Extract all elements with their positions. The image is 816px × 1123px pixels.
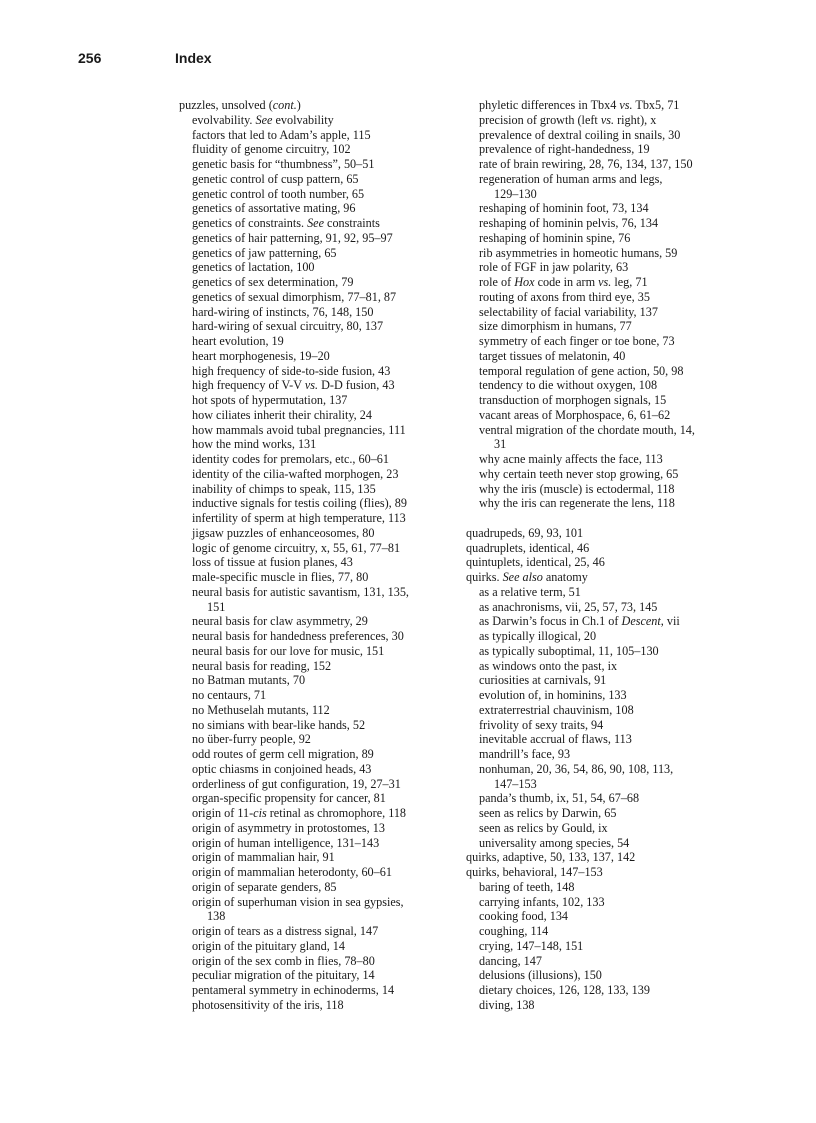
index-subentry [179,924,459,939]
entry-text: genetic control of cusp pattern, 65 [192,171,359,186]
entry-text: 151 [207,599,226,614]
entry-text: quintuplets, identical, 25, 46 [466,555,605,570]
index-subentry [466,614,756,629]
index-subentry [179,423,459,438]
entry-text: regeneration of human arms and legs, [479,171,663,186]
index-subentry [466,629,756,644]
index-subentry [179,644,459,659]
index-subentry [179,688,459,703]
index-subentry [466,924,756,939]
entry-text: origin of separate genders, 85 [192,879,337,894]
index-subentry [179,378,459,393]
index-subentry [466,688,756,703]
index-subentry [179,113,459,128]
index-subentry [179,939,459,954]
index-main-entry [179,98,459,113]
entry-text: quadruplets, identical, 46 [466,540,590,555]
entry-text: crying, 147–148, 151 [479,938,584,953]
entry-text: logic of genome circuitry, x, 55, 61, 77–81 [192,540,401,555]
entry-text: ventral migration of the chordate mouth, 14, [479,422,695,437]
entry-text: how the mind works, 131 [192,437,317,452]
index-subentry [466,142,756,157]
index-subentry [466,718,756,733]
entry-text: quirks. [466,570,503,584]
index-subentry [179,659,459,674]
entry-text: factors that led to Adam’s apple, 115 [192,127,371,142]
entry-text: peculiar migration of the pituitary, 14 [192,968,375,983]
index-subentry [179,762,459,777]
index-subentry [466,659,756,674]
index-column-right [466,98,756,1013]
entry-text: ) [296,98,301,112]
entry-text: genetics of jaw patterning, 65 [192,245,337,260]
entry-text: no über-furry people, 92 [192,732,311,747]
entry-text: seen as relics by Gould, ix [479,820,608,835]
entry-text: reshaping of hominin foot, 73, 134 [479,201,649,216]
index-subentry [179,703,459,718]
index-subentry [179,128,459,143]
index-subentry [179,157,459,172]
entry-text: phyletic differences in Tbx4 [479,98,620,112]
index-subentry [179,408,459,423]
entry-text: Tbx5, 71 [632,98,680,112]
index-entry-continuation [179,909,459,924]
index-subentry [466,216,756,231]
index-subentry [466,113,756,128]
index-main-entry [466,850,756,865]
entry-text: origin of asymmetry in protostomes, 13 [192,820,385,835]
index-subentry [179,275,459,290]
entry-text: no centaurs, 71 [192,688,267,702]
entry-text: D-D fusion, 43 [318,378,395,393]
index-main-entry [466,526,756,541]
italic-text: vs. [619,98,633,112]
entry-text: high frequency of side-to-side fusion, 43 [192,363,391,378]
entry-text: as Darwin’s focus in Ch.1 of [479,614,622,629]
index-subentry [466,968,756,983]
index-subentry [179,526,459,541]
index-subentry [179,998,459,1013]
entry-text: origin of 11- [192,806,254,820]
entry-text: origin of superhuman vision in sea gypsies, [192,894,404,909]
entry-text: how mammals avoid tubal pregnancies, 111 [192,422,406,437]
italic-text: Hox [514,275,535,289]
index-subentry [466,673,756,688]
entry-text: as typically illogical, 20 [479,629,597,643]
entry-text: routing of axons from third eye, 35 [479,289,650,304]
entry-text: neural basis for our love for music, 151 [192,643,385,658]
index-subentry [179,305,459,320]
entry-text: inductive signals for testis coiling (flies), 89 [192,496,407,511]
entry-text: panda’s thumb, ix, 51, 54, 67–68 [479,791,640,806]
index-subentry [179,290,459,305]
entry-text: neural basis for autistic savantism, 131, 135, [192,584,409,599]
index-subentry [466,806,756,821]
entry-text: identity codes for premolars, etc., 60–61 [192,452,389,466]
entry-text: why the iris (muscle) is ectodermal, 118 [479,481,675,496]
italic-text: See also [502,570,543,584]
index-subentry [466,600,756,615]
index-subentry [466,378,756,393]
entry-text: origin of mammalian hair, 91 [192,850,335,865]
entry-text: origin of the pituitary gland, 14 [192,938,345,953]
index-subentry [466,747,756,762]
index-subentry [179,437,459,452]
entry-text: , vii [660,614,680,629]
entry-text: inability of chimps to speak, 115, 135 [192,481,376,496]
entry-text: temporal regulation of gene action, 50, 98 [479,363,684,378]
entry-text: constraints [324,216,380,230]
entry-text: evolvability [272,112,334,127]
index-subentry [466,172,756,187]
entry-text: precision of growth (left [479,112,601,127]
entry-text: 129–130 [494,186,537,201]
entry-text: reshaping of hominin spine, 76 [479,230,631,245]
index-subentry [466,836,756,851]
entry-text: rib asymmetries in homeotic humans, 59 [479,245,678,260]
italic-text: Descent [621,614,661,629]
entry-text: genetic basis for “thumbness”, 50–51 [192,157,375,171]
page-number: 256 [78,50,102,66]
index-subentry [179,467,459,482]
italic-text: cont. [272,98,297,112]
index-subentry [466,290,756,305]
index-subentry [179,201,459,216]
entry-text: as windows onto the past, ix [479,658,618,673]
index-subentry [466,762,756,777]
entry-text: right), x [614,112,657,127]
index-subentry [466,895,756,910]
entry-text: symmetry of each finger or toe bone, 73 [479,334,675,348]
index-subentry [466,98,756,113]
entry-text: odd routes of germ cell migration, 89 [192,747,374,761]
entry-text: role of [479,275,515,289]
index-subentry [179,983,459,998]
index-subentry [179,614,459,629]
index-subentry [466,983,756,998]
entry-text: genetics of sex determination, 79 [192,275,354,289]
entry-text: pentameral symmetry in echinoderms, 14 [192,983,395,997]
index-subentry [466,732,756,747]
index-entry-continuation [179,600,459,615]
entry-text: retinal as chromophore, 118 [266,806,407,820]
entry-text: as a relative term, 51 [479,584,581,599]
index-subentry [466,998,756,1013]
index-subentry [466,201,756,216]
entry-text: genetics of sexual dimorphism, 77–81, 87 [192,289,397,304]
entry-text: no simians with bear-like hands, 52 [192,717,366,732]
index-entry-continuation [466,777,756,792]
index-subentry [179,187,459,202]
entry-text: orderliness of gut configuration, 19, 27–31 [192,776,401,791]
index-subentry [179,260,459,275]
index-subentry [466,452,756,467]
entry-text: 31 [494,437,507,452]
index-subentry [179,172,459,187]
index-subentry [466,231,756,246]
entry-text: role of FGF in jaw polarity, 63 [479,260,629,275]
index-subentry [466,305,756,320]
entry-text: cooking food, 134 [479,909,569,924]
entry-text: optic chiasms in conjoined heads, 43 [192,761,372,776]
entry-text: prevalence of right-handedness, 19 [479,142,650,157]
index-subentry [466,703,756,718]
entry-text: transduction of morphogen signals, 15 [479,393,667,407]
entry-text: evolvability. [192,112,256,127]
entry-text: prevalence of dextral coiling in snails, 30 [479,127,681,142]
index-subentry [466,349,756,364]
index-subentry [179,791,459,806]
index-subentry [466,393,756,408]
entry-text: quadrupeds, 69, 93, 101 [466,525,584,540]
entry-text: mandrill’s face, 93 [479,747,571,761]
index-subentry [179,511,459,526]
italic-text: vs. [304,378,319,393]
index-subentry [179,349,459,364]
entry-text: hard-wiring of instincts, 76, 148, 150 [192,304,374,319]
index-subentry [179,246,459,261]
entry-text: how ciliates inherit their chirality, 24 [192,407,372,422]
entry-text: genetics of assortative mating, 96 [192,201,356,216]
entry-text: jigsaw puzzles of enhanceosomes, 80 [192,525,375,540]
entry-text: origin of the sex comb in flies, 78–80 [192,953,375,968]
index-subentry [179,452,459,467]
entry-text: identity of the cilia-wafted morphogen, 23 [192,466,399,481]
entry-text: vacant areas of Morphospace, 6, 61–62 [479,407,671,422]
index-subentry [179,541,459,556]
index-entry-continuation [466,187,756,202]
index-entry-continuation [466,437,756,452]
entry-text: origin of tears as a distress signal, 147 [192,924,379,938]
entry-text: extraterrestrial chauvinism, 108 [479,702,634,717]
entry-text: neural basis for claw asymmetry, 29 [192,614,368,629]
index-subentry [466,909,756,924]
index-column-left [179,98,459,1013]
index-subentry [179,216,459,231]
index-subentry [179,880,459,895]
italic-text: cis [253,806,267,820]
italic-text: See [307,216,324,230]
index-subentry [466,644,756,659]
entry-text: infertility of sperm at high temperature, 113 [192,511,406,525]
index-subentry [179,865,459,880]
entry-text: genetics of lactation, 100 [192,260,315,275]
index-subentry [179,482,459,497]
entry-text: no Batman mutants, 70 [192,673,306,688]
entry-text: size dimorphism in humans, 77 [479,319,632,334]
index-subentry [466,128,756,143]
entry-text: evolution of, in hominins, 133 [479,688,627,702]
entry-text: curiosities at carnivals, 91 [479,673,607,688]
entry-text: why acne mainly affects the face, 113 [479,452,663,466]
entry-text: hard-wiring of sexual circuitry, 80, 137 [192,319,384,334]
entry-text: male-specific muscle in flies, 77, 80 [192,570,369,584]
index-subentry [466,880,756,895]
entry-text: puzzles, unsolved ( [179,98,273,112]
index-subentry [179,968,459,983]
index-main-entry [466,570,756,585]
index-subentry [179,319,459,334]
index-main-entry [466,541,756,556]
index-subentry [466,585,756,600]
index-subentry [179,806,459,821]
entry-text: code in arm [534,275,599,289]
entry-text: loss of tissue at fusion planes, 43 [192,555,353,570]
entry-text: baring of teeth, 148 [479,879,575,894]
italic-text: vs. [600,112,615,127]
index-subentry [466,954,756,969]
index-subentry [466,467,756,482]
index-subentry [466,496,756,511]
index-subentry [179,231,459,246]
index-subentry [466,408,756,423]
entry-text: carrying infants, 102, 133 [479,894,605,909]
entry-text: quirks, behavioral, 147–153 [466,865,603,879]
entry-text: as typically suboptimal, 11, 105–130 [479,643,659,658]
index-subentry [179,895,459,910]
index-subentry [466,319,756,334]
index-subentry [466,821,756,836]
index-subentry [179,777,459,792]
entry-text: dancing, 147 [479,953,542,968]
italic-text: vs. [598,275,612,289]
index-subentry [179,673,459,688]
entry-text: universality among species, 54 [479,835,630,850]
index-subentry [466,246,756,261]
entry-text: origin of mammalian heterodonty, 60–61 [192,865,392,879]
entry-text: fluidity of genome circuitry, 102 [192,142,351,157]
index-subentry [179,821,459,836]
page-header [0,48,816,70]
index-subentry [179,393,459,408]
entry-text: no Methuselah mutants, 112 [192,702,330,717]
index-main-entry [466,865,756,880]
entry-text: genetics of hair patterning, 91, 92, 95–97 [192,230,393,245]
index-subentry [179,496,459,511]
entry-text: rate of brain rewiring, 28, 76, 134, 137, 150 [479,157,693,171]
index-subentry [179,334,459,349]
entry-text: selectability of facial variability, 137 [479,304,658,319]
entry-text: as anachronisms, vii, 25, 57, 73, 145 [479,599,658,614]
index-subentry [179,747,459,762]
italic-text: See [255,112,273,127]
entry-text: photosensitivity of the iris, 118 [192,997,344,1012]
index-spacer [466,511,756,526]
entry-text: heart evolution, 19 [192,334,284,348]
entry-text: genetics of constraints. [192,216,308,230]
entry-text: genetic control of tooth number, 65 [192,186,365,201]
index-subentry [179,142,459,157]
index-subentry [466,275,756,290]
entry-text: hot spots of hypermutation, 137 [192,393,348,407]
entry-text: high frequency of V-V [192,378,305,393]
entry-text: quirks, adaptive, 50, 133, 137, 142 [466,850,636,865]
index-subentry [179,629,459,644]
entry-text: reshaping of hominin pelvis, 76, 134 [479,216,659,230]
entry-text: 147–153 [494,776,537,791]
entry-text: target tissues of melatonin, 40 [479,348,626,363]
index-subentry [466,791,756,806]
index-subentry [466,939,756,954]
entry-text: why certain teeth never stop growing, 65 [479,466,679,481]
entry-text: neural basis for reading, 152 [192,658,332,673]
index-subentry [179,570,459,585]
entry-text: diving, 138 [479,997,535,1012]
index-subentry [179,954,459,969]
index-subentry [466,334,756,349]
index-subentry [466,260,756,275]
index-subentry [466,482,756,497]
entry-text: why the iris can regenerate the lens, 118 [479,496,675,511]
entry-text: seen as relics by Darwin, 65 [479,806,617,820]
entry-text: tendency to die without oxygen, 108 [479,378,658,393]
entry-text: coughing, 114 [479,924,549,938]
entry-text: nonhuman, 20, 36, 54, 86, 90, 108, 113, [479,761,674,776]
index-subentry [466,364,756,379]
index-subentry [466,423,756,438]
entry-text: dietary choices, 126, 128, 133, 139 [479,983,650,997]
entry-text: delusions (illusions), 150 [479,968,602,983]
entry-text: heart morphogenesis, 19–20 [192,348,330,363]
index-subentry [179,836,459,851]
index-subentry [466,157,756,172]
entry-text: neural basis for handedness preferences, 30 [192,629,404,643]
index-subentry [179,555,459,570]
index-subentry [179,585,459,600]
entry-text: origin of human intelligence, 131–143 [192,835,380,850]
entry-text: organ-specific propensity for cancer, 81 [192,791,386,806]
entry-text: inevitable accrual of flaws, 113 [479,732,632,747]
entry-text: frivolity of sexy traits, 94 [479,717,604,732]
index-main-entry [466,555,756,570]
entry-text: anatomy [542,570,588,584]
running-title: Index [175,50,212,66]
entry-text: leg, 71 [611,275,648,289]
index-subentry [179,732,459,747]
index-subentry [179,718,459,733]
entry-text: 138 [207,909,226,924]
index-subentry [179,850,459,865]
index-subentry [179,364,459,379]
